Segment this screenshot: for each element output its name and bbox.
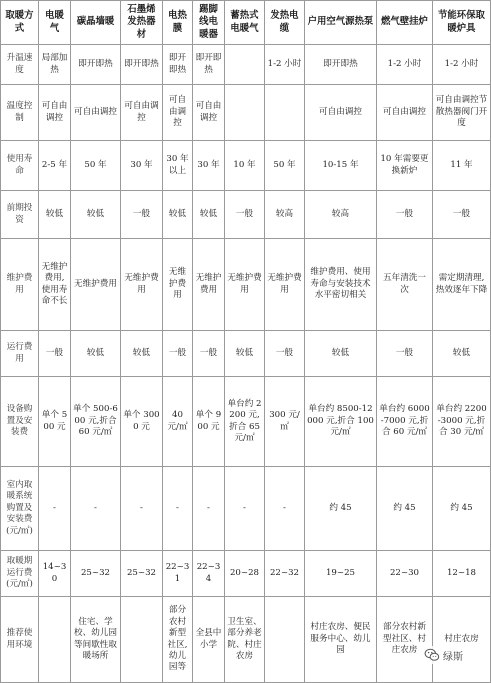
table-cell: 10 年	[225, 141, 265, 191]
watermark	[421, 646, 466, 664]
table-row	[1, 85, 491, 141]
row-label: 设备购置及安装费	[1, 377, 39, 467]
table-cell: 30 年	[193, 141, 225, 191]
table-cell: 较高	[305, 191, 377, 239]
table-cell: 较低	[71, 331, 121, 377]
table-row	[1, 597, 491, 683]
table-cell: 一般	[265, 331, 305, 377]
table-cell: 单个 500 元	[39, 377, 71, 467]
table-cell: 无维护费用	[71, 239, 121, 331]
column-header: 蓄热式电暖气	[225, 1, 265, 45]
table-cell: -	[225, 467, 265, 551]
table-row	[1, 45, 491, 85]
table-cell: 50 年	[71, 141, 121, 191]
table-cell: 一般	[39, 331, 71, 377]
table-cell: 无维护费用	[121, 239, 163, 331]
row-label: 取暖期运行费(元/㎡)	[1, 551, 39, 597]
table-cell: 11 年	[433, 141, 491, 191]
table-cell: 约 45	[433, 467, 491, 551]
table-cell: 约 45	[377, 467, 433, 551]
row-label: 使用寿命	[1, 141, 39, 191]
table-cell: 全县中小学	[193, 597, 225, 683]
table-cell: 可自由调控	[163, 85, 193, 141]
table-cell: 无维护费用,使用寿命不长	[39, 239, 71, 331]
table-cell: 即开即热	[163, 45, 193, 85]
column-header: 户用空气源热泵	[305, 1, 377, 45]
table-cell: 一般	[193, 331, 225, 377]
table-cell: -	[39, 467, 71, 551]
header-row	[1, 1, 491, 45]
table-cell	[265, 597, 305, 683]
table-cell: 较低	[193, 191, 225, 239]
table-cell: 约 45	[305, 467, 377, 551]
table-cell: 一般	[377, 331, 433, 377]
table-cell: 25~32	[71, 551, 121, 597]
table-cell: 25~32	[121, 551, 163, 597]
watermark-text: 绿斯	[443, 651, 463, 663]
table-cell: 卫生室、部分养老院、村庄农房	[225, 597, 265, 683]
table-cell: 五年清洗一次	[377, 239, 433, 331]
table-cell: -	[265, 467, 305, 551]
table-cell	[39, 597, 71, 683]
table-cell: 一般	[163, 331, 193, 377]
table-cell: 一般	[225, 191, 265, 239]
table-cell: 单个 500-600 元,折合 60 元/㎡	[71, 377, 121, 467]
table-cell: 单台约 2200-3000 元,折合 30 元/㎡	[433, 377, 491, 467]
table-cell: 无维护费用	[163, 239, 193, 331]
table-cell: 较低	[163, 191, 193, 239]
table-cell: 较低	[121, 331, 163, 377]
table-cell: 较低	[39, 191, 71, 239]
table-cell: 一般	[377, 191, 433, 239]
table-cell: 单台约 6000-7000 元,折合 60 元/㎡	[377, 377, 433, 467]
column-header: 电热膜	[163, 1, 193, 45]
wechat-icon	[424, 647, 440, 663]
table-cell	[121, 597, 163, 683]
table-cell: 即开即热	[305, 45, 377, 85]
row-label: 运行费用	[1, 331, 39, 377]
column-header: 取暖方式	[1, 1, 39, 45]
table-cell: 无维护费用	[265, 239, 305, 331]
table-cell	[265, 85, 305, 141]
table-cell: 14~30	[39, 551, 71, 597]
table-cell: 即开即热	[121, 45, 163, 85]
table-row	[1, 551, 491, 597]
table-cell: 可自由调控	[121, 85, 163, 141]
table-cell: 1-2 小时	[265, 45, 305, 85]
table-cell: 10 年需要更换新炉	[377, 141, 433, 191]
row-label: 推荐使用环境	[1, 597, 39, 683]
table-cell: 即开即热	[71, 45, 121, 85]
table-cell	[225, 45, 265, 85]
table-cell: 50 年	[265, 141, 305, 191]
table-cell: 22~34	[193, 551, 225, 597]
table-row	[1, 467, 491, 551]
table-cell: 一般	[433, 191, 491, 239]
table-cell: 22~32	[265, 551, 305, 597]
table-cell: 20~28	[225, 551, 265, 597]
row-label: 温度控制	[1, 85, 39, 141]
table-cell: 单台约 8500-12000 元,折合 100 元/㎡	[305, 377, 377, 467]
table-cell: 较低	[225, 331, 265, 377]
table-row	[1, 141, 491, 191]
table-cell: 单台约 2200 元,折合 65 元/㎡	[225, 377, 265, 467]
table-cell: 1-2 小时	[433, 45, 491, 85]
table-cell: 22~30	[377, 551, 433, 597]
table-row	[1, 239, 491, 331]
table-cell: 30 年	[121, 141, 163, 191]
table-cell: 12~18	[433, 551, 491, 597]
table-cell: 即开即热	[193, 45, 225, 85]
column-header: 燃气壁挂炉	[377, 1, 433, 45]
table-cell: 40 元/㎡	[163, 377, 193, 467]
column-header: 石墨烯发热器材	[121, 1, 163, 45]
table-cell: 需定期清理,热效逐年下降	[433, 239, 491, 331]
table-cell: 较高	[265, 191, 305, 239]
table-cell: 局部加热	[39, 45, 71, 85]
table-cell: 可自由调控	[71, 85, 121, 141]
table-cell: 无维护费用	[193, 239, 225, 331]
table-cell: 1-2 小时	[377, 45, 433, 85]
table-cell: 维护费用、使用寿命与安装技术水平密切相关	[305, 239, 377, 331]
table-cell: 较低	[71, 191, 121, 239]
table-cell: -	[163, 467, 193, 551]
table-cell: 住宅、学校、幼儿园等间歇性取暖场所	[71, 597, 121, 683]
row-label: 前期投资	[1, 191, 39, 239]
table-cell: 可自由调控	[193, 85, 225, 141]
table-cell: 30 年以上	[163, 141, 193, 191]
table-row	[1, 191, 491, 239]
column-header: 发热电缆	[265, 1, 305, 45]
table-cell: 部分农村新型社区、村庄农房	[377, 597, 433, 683]
column-header: 踢脚线电暖器	[193, 1, 225, 45]
table-cell: 单个 3000 元	[121, 377, 163, 467]
table-cell: -	[121, 467, 163, 551]
table-row	[1, 377, 491, 467]
column-header: 节能环保取暖炉具	[433, 1, 491, 45]
row-label: 升温速度	[1, 45, 39, 85]
table-cell: -	[193, 467, 225, 551]
table-cell: 村庄农房	[433, 597, 491, 683]
table-cell: 2-5 年	[39, 141, 71, 191]
table-cell: 可自由调控节散热器阀门开度	[433, 85, 491, 141]
table-cell: -	[71, 467, 121, 551]
table-cell: 300 元/㎡	[265, 377, 305, 467]
column-header: 碳晶墙暖	[71, 1, 121, 45]
table-cell: 较低	[305, 331, 377, 377]
table-row	[1, 331, 491, 377]
table-cell: 10-15 年	[305, 141, 377, 191]
table-cell: 单个 900 元	[193, 377, 225, 467]
table-cell: 22~31	[163, 551, 193, 597]
table-cell	[225, 85, 265, 141]
table-cell: 部分农村新型社区,幼儿园等	[163, 597, 193, 683]
table-cell: 村庄农房、便民服务中心、幼儿园	[305, 597, 377, 683]
row-label: 室内取暖系统购置及安装费(元/㎡)	[1, 467, 39, 551]
table-cell: 可自由调控	[377, 85, 433, 141]
table-cell: 一般	[121, 191, 163, 239]
table-cell: 无维护费用	[225, 239, 265, 331]
table-cell: 19~25	[305, 551, 377, 597]
row-label: 维护费用	[1, 239, 39, 331]
column-header: 电暖气	[39, 1, 71, 45]
table-cell: 可自由调控	[39, 85, 71, 141]
table-cell: 较低	[433, 331, 491, 377]
table-cell: 可自由调控	[305, 85, 377, 141]
